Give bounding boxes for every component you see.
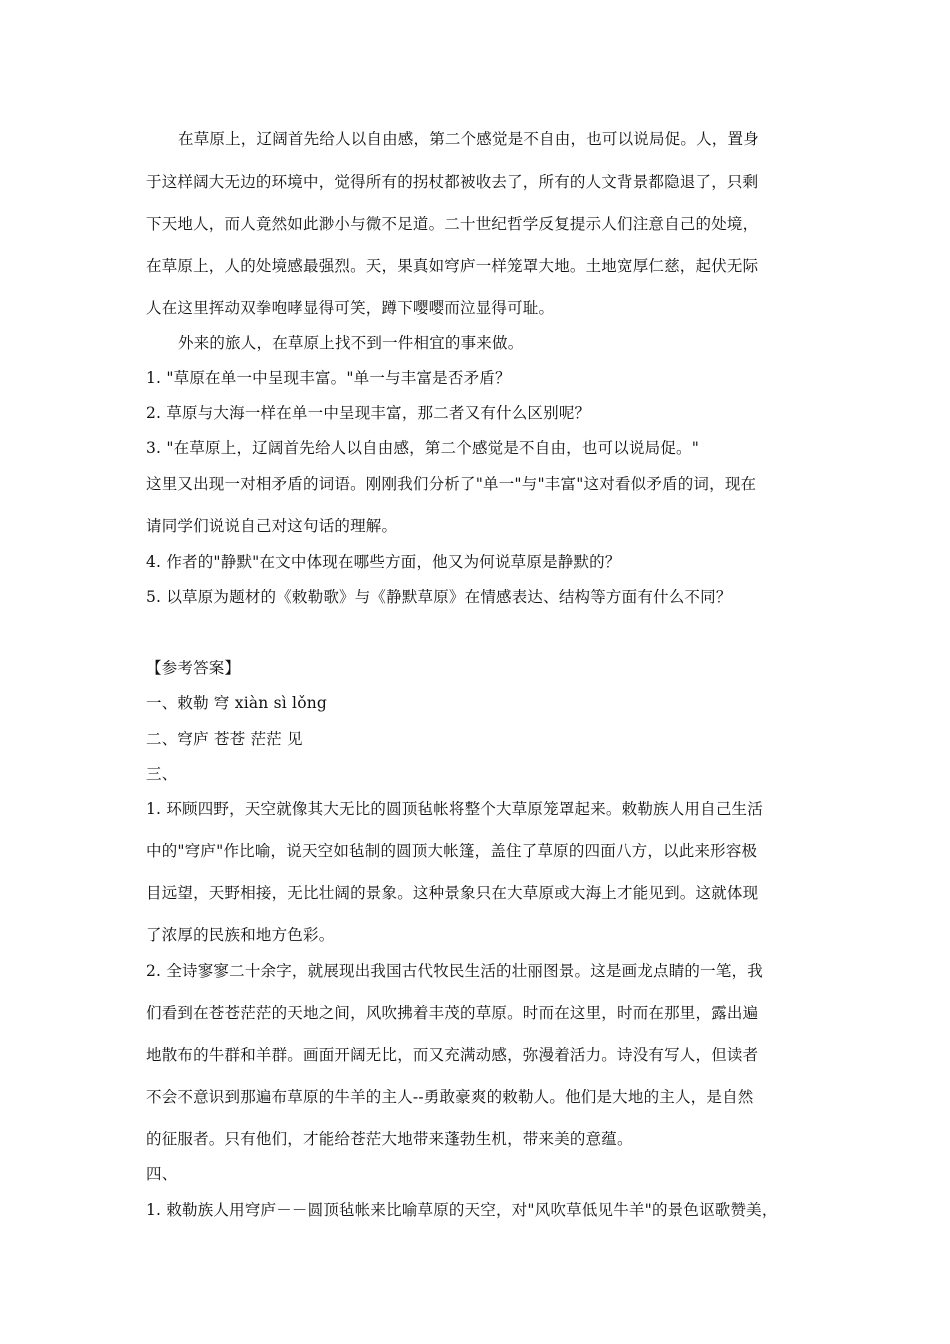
question-item: 3. "在草原上，辽阔首先给人以自由感，第二个感觉是不自由，也可以说局促。" <box>146 439 700 457</box>
passage-line: 下天地人，而人竟然如此渺小与微不足道。二十世纪哲学反复提示人们注意自己的处境， <box>146 215 759 233</box>
answer-line: 1. 敕勒族人用穹庐－－圆顶毡帐来比喻草原的天空，对"风吹草低见牛羊"的景色讴歌赞美， <box>146 1201 778 1219</box>
passage-line: 在草原上，辽阔首先给人以自由感，第二个感觉是不自由，也可以说局促。人，置身 <box>178 130 759 148</box>
passage-line: 外来的旅人，在草原上找不到一件相宜的事来做。 <box>178 334 524 352</box>
answer-line: 的征服者。只有他们，才能给苍茫大地带来蓬勃生机，带来美的意蕴。 <box>146 1130 633 1148</box>
answers-heading: 【参考答案】 <box>146 659 241 677</box>
passage-line: 人在这里挥动双拳咆哮显得可笑，蹲下嘤嘤而泣显得可耻。 <box>146 299 555 317</box>
answer-line: 目远望，天野相接，无比壮阔的景象。这种景象只在大草原或大海上才能见到。这就体现 <box>146 884 759 902</box>
answer-line: 地散布的牛群和羊群。画面开阔无比，而又充满动感，弥漫着活力。诗没有写人，但读者 <box>146 1046 759 1064</box>
question-item: 4. 作者的"静默"在文中体现在哪些方面，他又为何说草原是静默的？ <box>146 553 621 571</box>
answer-line: 中的"穹庐"作比喻，说天空如毡制的圆顶大帐篷，盖住了草原的四面八方，以此来形容极 <box>146 842 758 860</box>
answer-line: 不会不意识到那遍布草原的牛羊的主人--勇敢豪爽的敕勒人。他们是大地的主人，是自然 <box>146 1088 754 1106</box>
answer-line: 一、敕勒 穹 xiàn sì lǒng <box>146 694 328 712</box>
passage-line: 在草原上，人的处境感最强烈。天，果真如穹庐一样笼罩大地。土地宽厚仁慈，起伏无际 <box>146 257 759 275</box>
answer-line: 三、 <box>146 765 178 783</box>
answer-line: 二、穹庐 苍苍 茫茫 见 <box>146 730 303 748</box>
answer-line: 1. 环顾四野，天空就像其大无比的圆顶毡帐将整个大草原笼罩起来。敕勒族人用自己生活 <box>146 800 763 818</box>
answer-line: 2. 全诗寥寥二十余字，就展现出我国古代牧民生活的壮丽图景。这是画龙点睛的一笔，我 <box>146 962 763 980</box>
passage-line: 于这样阔大无边的环境中，觉得所有的拐杖都被收去了，所有的人文背景都隐退了，只剩 <box>146 173 759 191</box>
answer-line: 四、 <box>146 1165 178 1183</box>
answer-line: 了浓厚的民族和地方色彩。 <box>146 926 335 944</box>
question-item: 2. 草原与大海一样在单一中呈现丰富，那二者又有什么区别呢？ <box>146 404 591 422</box>
answer-line: 们看到在苍苍茫茫的天地之间，风吹拂着丰茂的草原。时而在这里，时而在那里，露出遍 <box>146 1004 759 1022</box>
question-item: 这里又出现一对相矛盾的词语。刚刚我们分析了"单一"与"丰富"这对看似矛盾的词，现在 <box>146 475 757 493</box>
question-item: 1. "草原在单一中呈现丰富。"单一与丰富是否矛盾？ <box>146 369 511 387</box>
question-item: 请同学们说说自己对这句话的理解。 <box>146 517 398 535</box>
question-item: 5. 以草原为题材的《敕勒歌》与《静默草原》在情感表达、结构等方面有什么不同？ <box>146 588 732 606</box>
